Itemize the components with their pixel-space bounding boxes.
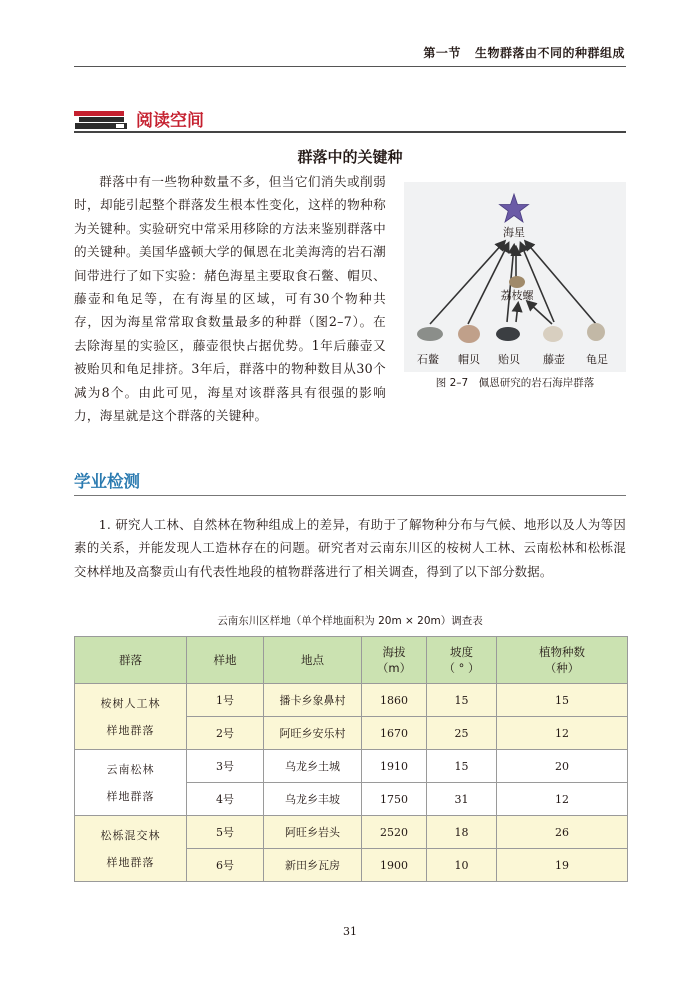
cell-slope: 18 [427, 816, 497, 849]
cell-slope: 15 [427, 750, 497, 783]
group-name: 松栎混交林 样地群落 [75, 816, 187, 882]
stacked-books-icon [74, 111, 128, 129]
chiton-icon [417, 327, 443, 341]
figure-label-whelk: 荔枝螺 [500, 289, 534, 302]
arrow-limpet-starfish [468, 244, 508, 324]
header-section: 第一节 [423, 46, 461, 60]
cell-altitude: 1910 [362, 750, 427, 783]
cell-species-count: 26 [497, 816, 628, 849]
cell-altitude: 1670 [362, 717, 427, 750]
cell-slope: 31 [427, 783, 497, 816]
cell-species-count: 15 [497, 684, 628, 717]
reading-section-rule [74, 131, 626, 133]
cell-altitude: 1750 [362, 783, 427, 816]
page-number: 31 [343, 925, 357, 938]
header-rule [74, 66, 626, 67]
arrow-goosebarnacle-starfish [526, 242, 596, 324]
mussel-icon [496, 327, 520, 341]
header-species-count: 植物种数 （种） [497, 637, 628, 684]
cell-species-count: 20 [497, 750, 628, 783]
header-plot: 样地 [187, 637, 264, 684]
figure-label-barnacle: 藤壶 [543, 353, 565, 366]
arrow-mussel-whelk [516, 304, 518, 322]
figure-label-starfish: 海星 [503, 226, 525, 239]
cell-plot: 3号 [187, 750, 264, 783]
article-body: 群落中有一些物种数量不多，但当它们消失或削弱时，却能引起整个群落发生根本性变化，这样的物种称为关键种。实验研究中常采用移除的方法来鉴别群落中的关键种。美国华盛顿大学的佩恩在北美海湾的岩石潮间带进行了如下实验：赭色海星主要取食石鳖、帽贝、藤壶和龟足等，在有海星的区域，可有30个物种共存，因为海星常常取食数量最多的种群（图2–7）。在去除海星的实验区，藤壶很快占据优势。1年后藤壶又被贻贝和龟足排挤。3年后，群落中的物种数目从30个减为8个。由此可见，海星对该群落具有很强的影响力，海星就是这个群落的关键种。 [74, 174, 386, 424]
figure-label-chiton: 石鳖 [417, 353, 439, 366]
cell-location: 乌龙乡丰坡 [264, 783, 362, 816]
arrow-barnacle-whelk [528, 302, 552, 324]
reading-section-label: 阅读空间 [136, 111, 204, 131]
limpet-icon [458, 325, 480, 343]
running-header [0, 44, 625, 61]
figure-label-gooseneck: 龟足 [586, 353, 608, 366]
table-header-row [75, 637, 628, 684]
cell-plot: 5号 [187, 816, 264, 849]
header-chapter-title: 生物群落由不同的种群组成 [474, 46, 625, 60]
table-row [75, 684, 628, 717]
header-location: 地点 [264, 637, 362, 684]
cell-altitude: 1860 [362, 684, 427, 717]
cell-location: 阿旺乡安乐村 [264, 717, 362, 750]
cell-slope: 25 [427, 717, 497, 750]
reading-section-heading [74, 106, 626, 130]
cell-plot: 6号 [187, 849, 264, 882]
header-altitude: 海拔 （m） [362, 637, 427, 684]
cell-plot: 1号 [187, 684, 264, 717]
figure-caption: 图 2–7 佩恩研究的岩石海岸群落 [435, 377, 595, 389]
cell-altitude: 1900 [362, 849, 427, 882]
barnacle-icon [543, 326, 563, 342]
article-title: 群落中的关键种 [297, 148, 403, 166]
cell-location: 乌龙乡土城 [264, 750, 362, 783]
header-community: 群落 [75, 637, 187, 684]
figure-label-limpet: 帽贝 [458, 353, 480, 366]
figure-label-mussel: 贻贝 [498, 353, 520, 366]
cell-slope: 10 [427, 849, 497, 882]
exam-section-title: 学业检测 [74, 472, 140, 491]
gooseneck-barnacle-icon [587, 323, 605, 341]
table-row [75, 750, 628, 783]
cell-location: 阿旺乡岩头 [264, 816, 362, 849]
food-web-figure [404, 182, 626, 372]
cell-species-count: 12 [497, 783, 628, 816]
cell-location: 播卡乡象鼻村 [264, 684, 362, 717]
cell-plot: 4号 [187, 783, 264, 816]
group-name: 云南松林 样地群落 [75, 750, 187, 816]
cell-plot: 2号 [187, 717, 264, 750]
cell-altitude: 2520 [362, 816, 427, 849]
cell-slope: 15 [427, 684, 497, 717]
whelk-icon [509, 276, 525, 288]
table-caption: 云南东川区样地（单个样地面积为 20m × 20m）调查表 [217, 615, 483, 627]
cell-species-count: 12 [497, 717, 628, 750]
header-slope: 坡度 （ ° ） [427, 637, 497, 684]
arrow-chiton-starfish [430, 242, 504, 324]
cell-species-count: 19 [497, 849, 628, 882]
cell-location: 新田乡瓦房 [264, 849, 362, 882]
group-name: 桉树人工林 样地群落 [75, 684, 187, 750]
table-row [75, 816, 628, 849]
starfish-icon [500, 194, 529, 222]
exam-section-rule [74, 495, 626, 496]
survey-table [74, 636, 628, 882]
question-1: 1. 研究人工林、自然林在物种组成上的差异，有助于了解物种分布与气候、地形以及人为等因素的关系，并能发现人工造林存在的问题。研究者对云南东川区的桉树人工林、云南松林和松栎混交林样地及高黎贡山有代表性地段的植物群落进行了相关调查，得到了以下部分数据。 [74, 517, 626, 579]
food-web-diagram [404, 182, 626, 372]
